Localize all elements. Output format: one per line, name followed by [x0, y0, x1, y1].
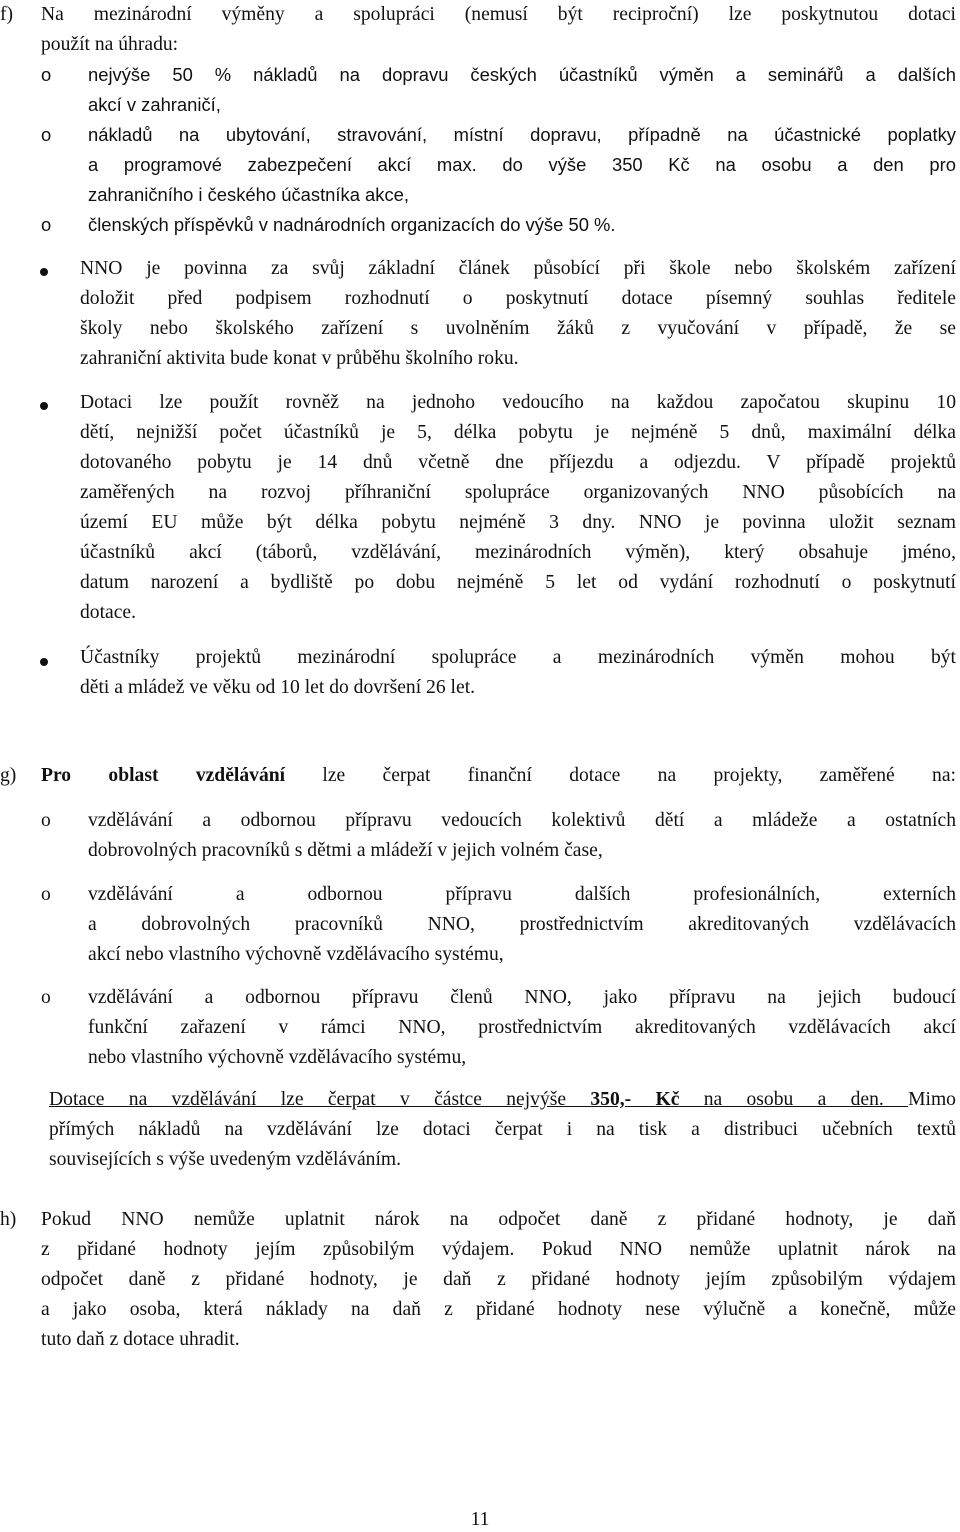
- section-h-vat: Pokud NNO nemůže uplatnit nárok na odpočet daně z přidané hodnoty, je daň z přidané hodnoty jejím způsobilým výdajem. Pokud NNO nemůže uplatnit nárok na odpočet daně z přidané hodnoty, je daň z přidané hodnoty jejím způsobilým výdajem a jako osoba, která náklady na daň z přidané hodnoty nese výlučně a konečně, může tuto daň z dotace uhradit.: [41, 1209, 956, 1350]
- sub-item-leaders-education: vzdělávání a odbornou přípravu vedoucích kolektivů dětí a mládeže a ostatních dobrovolných pracovníků s dětmi a mládeží v jejich volném čase,: [88, 810, 956, 861]
- section-f-marker: f): [0, 4, 14, 25]
- sub-item-members-education: vzdělávání a odbornou přípravu členů NNO, jako přípravu na jejich budoucí funkční zařazení v rámci NNO, prostřednictvím akreditovaných vzdělávacích akcí nebo vlastního výchovně vzdělávacího systému,: [88, 987, 956, 1068]
- bullet-dot: [40, 402, 48, 410]
- sub-item-marker: o: [41, 214, 52, 235]
- section-g-limit-note: Dotace na vzdělávání lze čerpat v částce nejvýše 350,- Kč na osobu a den. Mimo přímých nákladů na vzdělávání lze dotaci čerpat i na tisk a distribuci učebních textů souvisejících s výše uvedeným vzděláváním.: [49, 1089, 956, 1170]
- sub-item-professionals-education: vzdělávání a odbornou přípravu dalších profesionálních, externích a dobrovolných pracovníků NNO, prostřednictvím akreditovaných vzdělávacích akcí nebo vlastního výchovně vzdělávacího systému,: [88, 884, 956, 965]
- bullet-dot: [40, 268, 48, 276]
- sub-item-membership: členských příspěvků v nadnárodních organizacích do výše 50 %.: [88, 214, 616, 235]
- section-g-marker: g): [0, 765, 17, 786]
- sub-item-marker: o: [41, 987, 51, 1008]
- bullet-participants-age: Účastníky projektů mezinárodní spolupráce a mezinárodních výměn mohou být děti a mládež ve věku od 10 let do dovršení 26 let.: [80, 647, 956, 698]
- sub-item-transport: nejvýše 50 % nákladů na dopravu českých účastníků výměn a seminářů a dalších akcí v zahraničí,: [88, 64, 956, 115]
- section-g-intro: Pro oblast vzdělávání lze čerpat finanční dotace na projekty, zaměřené na:: [41, 765, 956, 786]
- bullet-dot: [40, 658, 48, 666]
- bullet-nno-consent: NNO je povinna za svůj základní článek působící při škole nebo školském zařízení doložit před podpisem rozhodnutí o poskytnutí dotace písemný souhlas ředitele školy nebo školského zařízení s uvolněním žáků z vyučování v případě, že se zahraniční aktivita bude konat v průběhu školního roku.: [80, 258, 956, 369]
- section-h-marker: h): [0, 1209, 17, 1230]
- bullet-leader-subsidy: Dotaci lze použít rovněž na jednoho vedoucího na každou započatou skupinu 10 dětí, nejnižší počet účastníků je 5, délka pobytu je nejméně 5 dnů, maximální délka dotovaného pobytu je 14 dnů včetně dne příjezdu a odjezdu. V případě projektů zaměřených na rozvoj příhraniční spolupráce organizovaných NNO působících na území EU může být délka pobytu nejméně 3 dny. NNO je povinna uložit seznam účastníků akcí (táborů, vzdělávání, mezinárodních výměn), který obsahuje jméno, datum narození a bydliště po dobu nejméně 5 let od vydání rozhodnutí o poskytnutí dotace.: [80, 392, 956, 623]
- sub-item-accommodation: nákladů na ubytování, stravování, místní dopravu, případně na účastnické poplatky a programové zabezpečení akcí max. do výše 350 Kč na osobu a den pro zahraničního i českého účastníka akce,: [88, 124, 956, 205]
- sub-item-marker: o: [41, 810, 51, 831]
- sub-item-marker: o: [41, 884, 51, 905]
- page-number: 11: [470, 1509, 490, 1530]
- sub-item-marker: o: [41, 124, 52, 145]
- section-f-intro: Na mezinárodní výměny a spolupráci (nemusí být reciproční) lze poskytnutou dotaci použít na úhradu:: [41, 4, 956, 55]
- sub-item-marker: o: [41, 64, 52, 85]
